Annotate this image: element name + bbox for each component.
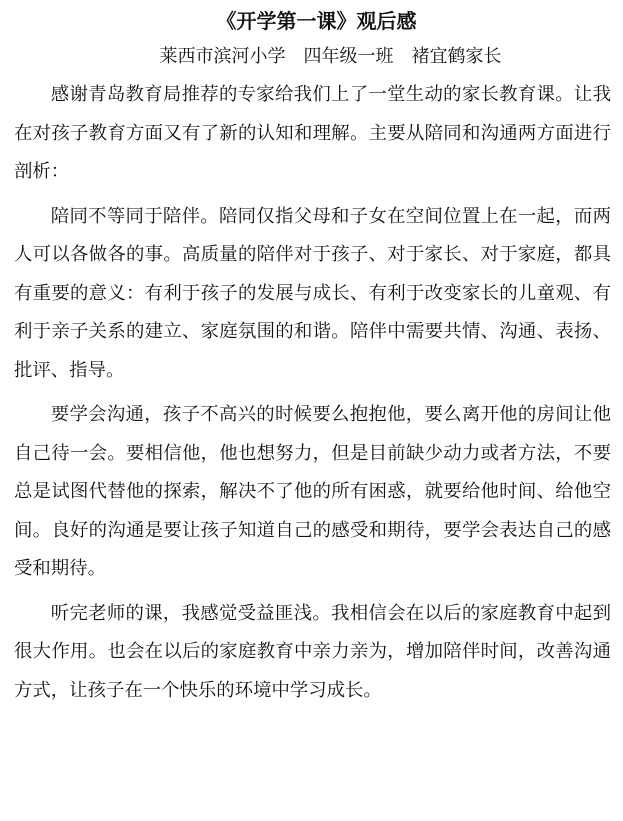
document-title: 《开学第一课》观后感: [216, 9, 417, 33]
paragraph-intro: 感谢青岛教育局推荐的专家给我们上了一堂生动的家长教育课。让我在对孩子教育方面又有了新的认知和理解。主要从陪同和沟通两方面进行剖析：: [14, 84, 611, 182]
paragraph-conclusion: 听完老师的课，我感觉受益匪浅。我相信会在以后的家庭教育中起到很大作用。也会在以后的家庭教育中亲力亲为，增加陪伴时间，改善沟通方式，让孩子在一个快乐的环境中学习成长。: [14, 602, 611, 701]
author-byline: 莱西市滨河小学 四年级一班 褚宜鹤家长: [159, 46, 502, 67]
paragraph-companionship: 陪同不等同于陪伴。陪同仅指父母和子女在空间位置上在一起，而两人可以各做各的事。高质量的陪伴对于孩子、对于家长、对于家庭，都具有重要的意义：有利于孩子的发展与成长、有利于改变家长的儿童观、有利于亲子关系的建立、家庭氛围的和谐。陪伴中需要共情、沟通、表扬、批评、指导。: [14, 205, 611, 381]
paragraph-communication: 要学会沟通，孩子不高兴的时候要么抱抱他，要么离开他的房间让他自己待一会。要相信他，他也想努力，但是目前缺少动力或者方法，不要总是试图代替他的探索，解决不了他的所有困惑，就要给他时间、给他空间。良好的沟通是要让孩子知道自己的感受和期待，要学会表达自己的感受和期待。: [14, 404, 611, 579]
